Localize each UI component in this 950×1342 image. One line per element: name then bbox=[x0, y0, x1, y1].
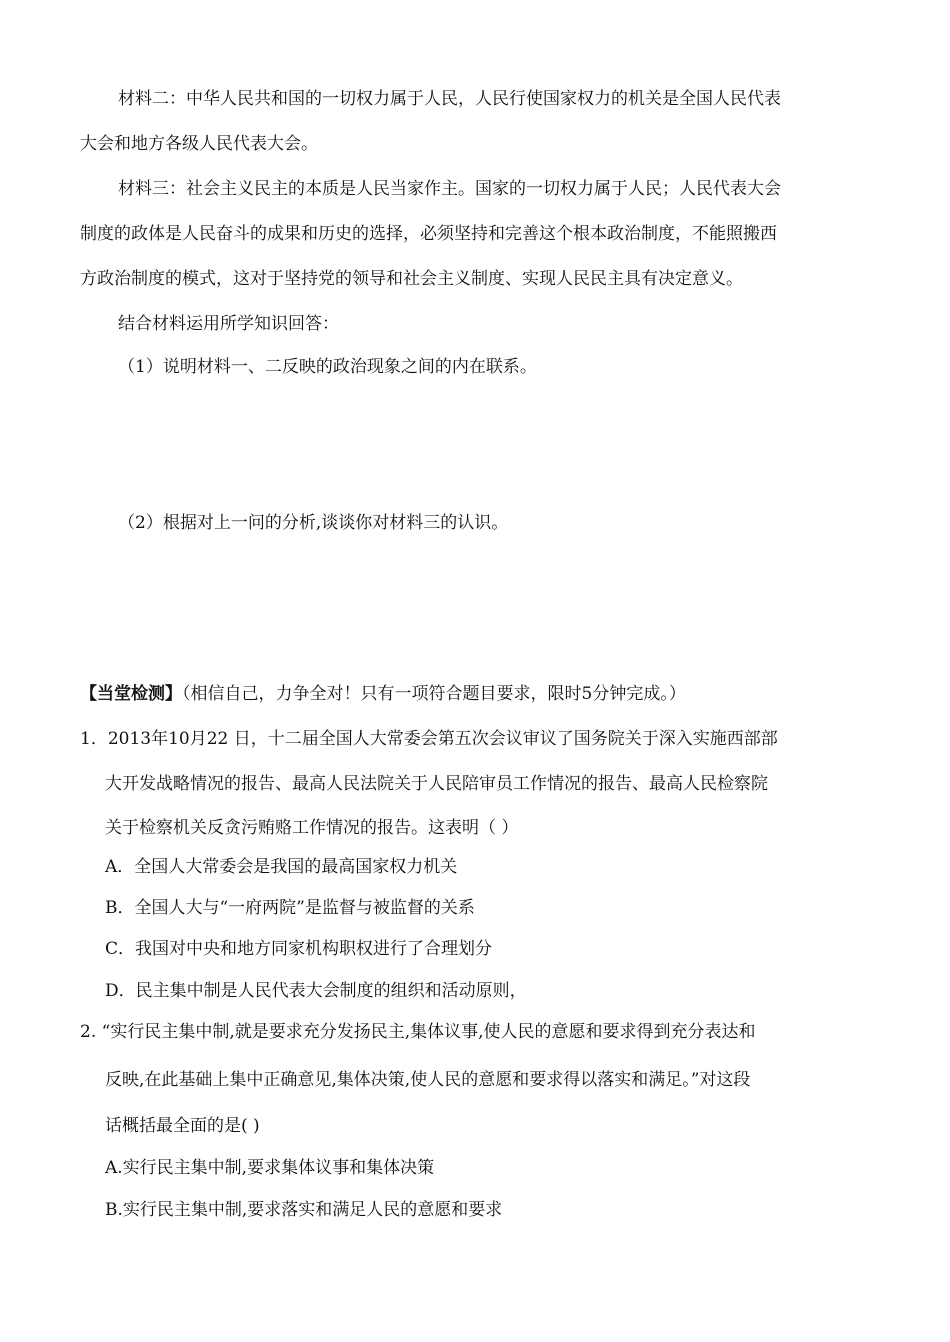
question-2-line-2: 反映,在此基础上集中正确意见,集体决策,使人民的意愿和要求得以落实和满足。”对这段 bbox=[105, 1070, 751, 1090]
question-2-option-a: A.实行民主集中制,要求集体议事和集体决策 bbox=[105, 1158, 435, 1178]
question-1-line-2: 大开发战略情况的报告、最高人民法院关于人民陪审员工作情况的报告、最高人民检察院 bbox=[105, 774, 768, 794]
material-2-line-1: 材料二：中华人民共和国的一切权力属于人民，人民行使国家权力的机关是全国人民代表 bbox=[118, 89, 781, 109]
material-3-line-3: 方政治制度的模式，这对于坚持党的领导和社会主义制度、实现人民民主具有决定意义。 bbox=[80, 269, 743, 289]
question-1-line-3: 关于检察机关反贪污贿赂工作情况的报告。这表明（ ） bbox=[105, 818, 519, 838]
question-2-option-b: B.实行民主集中制,要求落实和满足人民的意愿和要求 bbox=[105, 1200, 503, 1220]
material-2-line-2: 大会和地方各级人民代表大会。 bbox=[80, 134, 318, 154]
question-1-option-b: B．全国人大与“一府两院”是监督与被监督的关系 bbox=[105, 898, 475, 918]
material-3-line-2: 制度的政体是人民奋斗的成果和历史的选择，必须坚持和完善这个根本政治制度，不能照搬西 bbox=[80, 224, 777, 244]
question-1-option-d: D．民主集中制是人民代表大会制度的组织和活动原则， bbox=[105, 981, 527, 1001]
question-2-line-3: 话概括最全面的是( ) bbox=[105, 1116, 260, 1136]
sub-question-1: （1）说明材料一、二反映的政治现象之间的内在联系。 bbox=[118, 357, 537, 377]
question-1-option-a: A．全国人大常委会是我国的最高国家权力机关 bbox=[105, 857, 458, 877]
section-title: 【当堂检测】 bbox=[80, 684, 182, 704]
section-heading bbox=[80, 683, 686, 705]
material-3-line-1: 材料三：社会主义民主的本质是人民当家作主。国家的一切权力属于人民；人民代表大会 bbox=[118, 179, 781, 199]
section-note: （相信自己，力争全对！只有一项符合题目要求，限时5分钟完成。） bbox=[182, 684, 686, 704]
answer-instruction: 结合材料运用所学知识回答： bbox=[118, 314, 339, 334]
question-1-option-c: C．我国对中央和地方同家机构职权进行了合理划分 bbox=[105, 939, 493, 959]
question-2-line-1: 2. “实行民主集中制,就是要求充分发扬民主,集体议事,使人民的意愿和要求得到充分表达和 bbox=[80, 1022, 756, 1042]
question-1-line-1: 1．2013年10月22 日，十二届全国人大常委会第五次会议审议了国务院关于深入实施西部部 bbox=[80, 729, 778, 749]
sub-question-2: （2）根据对上一问的分析,谈谈你对材料三的认识。 bbox=[118, 513, 509, 533]
